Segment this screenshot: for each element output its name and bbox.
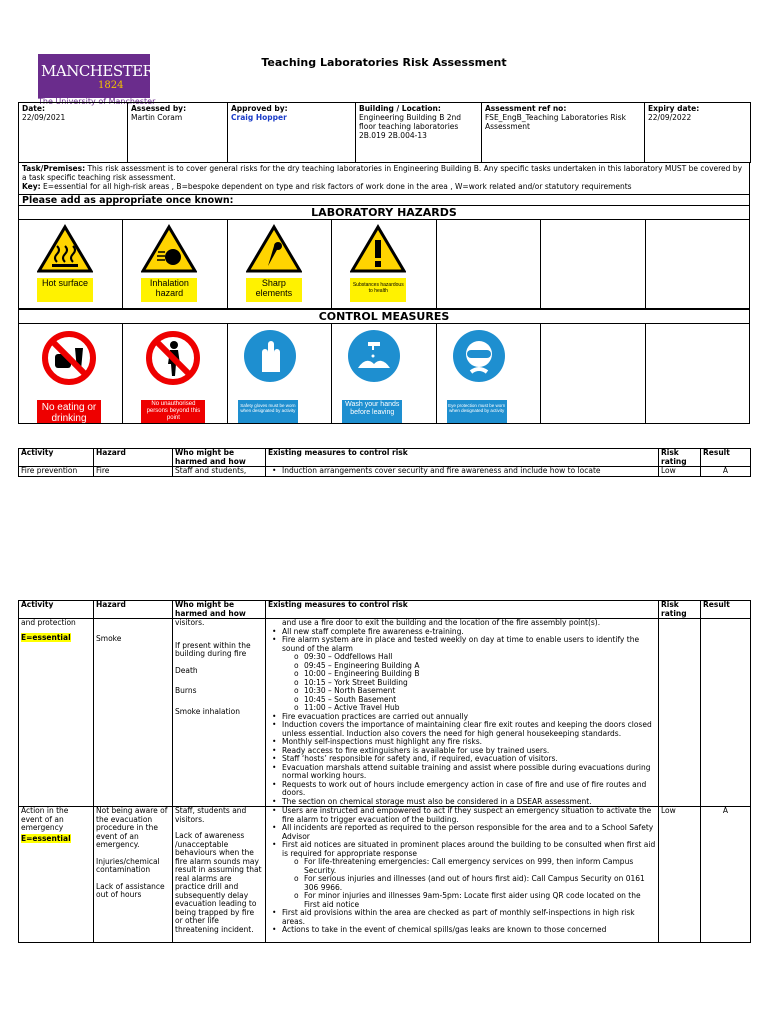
no-entry-icon [145,330,201,386]
measure-item: • Fire evacuation practices are carried out annually [268,713,656,722]
who-cell: Staff, students and visitors. Lack of awareness /unacceptable behaviours when the fire alarm sounds may result in assuming that real alarms are practice drill and subsequently delay evacuation leading to being trapped by fire or other life threatening incident. [173,807,266,943]
risk-cell [659,619,701,807]
col-result: Result [701,601,751,619]
location-cell: Building / Location: Engineering Building B 2nd floor teaching laboratories 2B.019 2B.004-13 [356,103,482,163]
hazard-cell [332,220,436,309]
activity-cell: Fire prevention [19,467,94,477]
measure-item: • All incidents are reported as required to the person responsible for the area and to a School Safety Advisor [268,824,656,841]
table-row [19,619,751,807]
activity-cell: Action in the event of an emergency E=essential [19,807,94,943]
who-cell: visitors. If present within the building during fire Death Burns Smoke inhalation [173,619,266,807]
logo-year: 1824 [98,80,124,91]
col-risk: Risk rating [659,601,701,619]
col-hazard: Hazard [94,601,173,619]
control-cell [436,324,540,424]
measure-item: • Actions to take in the event of chemical spills/gas leaks are known to those concerned [268,926,656,935]
activity-cell: and protection E=essential [19,619,94,807]
measure-item: • All new staff complete fire awareness e-training. [268,628,656,637]
safety-gloves-icon [242,328,298,384]
reference-cell: Assessment ref no: FSE_EngB_Teaching Laboratories Risk Assessment [482,103,645,163]
measure-item: and use a fire door to exit the building and the location of the fire assembly point(s). [282,618,601,627]
hazard-cell [19,220,123,309]
measure-item: • Staff ‘hosts’ responsible for safety and, if required, evacuation of visitors. [268,755,656,764]
no-eating-icon [41,330,97,386]
measure-item: o 09:30 – Oddfellows Hall [268,653,656,662]
hazard-cell [227,220,331,309]
hazard-cell: Smoke [94,619,173,807]
control-label: Safety gloves must be worn when designated by activity [238,400,298,424]
hazard-signs-grid [18,219,750,309]
measures-cell [266,807,659,943]
controls-title: CONTROL MEASURES [18,309,750,324]
risk-cell: Low [659,807,701,943]
who-cell: Staff and students, [173,467,266,477]
control-cell [332,324,436,424]
hazard-cell: Not being aware of the evacuation procedure in the event of an emergency. Injuries/chemical contamination Lack of assistance out of hours [94,807,173,943]
measures-cell: • Induction arrangements cover security and fire awareness and include how to locate [266,467,659,477]
measure-item: o For minor injuries and illnesses 9am-5pm: Locate first aider using QR code located on the First aid notice [268,892,656,909]
measure-item: • The section on chemical storage must also be considered in a DSEAR assessment. [268,798,656,807]
risk-cell: Low [659,467,701,477]
approved-by-cell: Approved by: Craig Hopper [228,103,356,163]
measure-item: o For life-threatening emergencies: Call emergency services on 999, then inform Campus Security. [268,858,656,875]
date-cell: Date: 22/09/2021 [19,103,128,163]
hot-surface-icon [37,224,93,274]
sharp-elements-icon [246,224,302,274]
hazards-title: LABORATORY HAZARDS [18,205,750,220]
col-hazard: Hazard [94,449,173,467]
col-measures: Existing measures to control risk [266,601,659,619]
empty-hazard-cell [645,220,749,309]
wash-hands-icon [346,328,402,384]
measure-item: • Induction covers the importance of maintaining clear fire exit routes and keeping the doors closed unless essential. Induction also covers the need for high general housekeeping standards. [268,721,656,738]
control-cell [19,324,123,424]
expiry-cell: Expiry date: 22/09/2022 [645,103,751,163]
logo-subtitle: The University of Manchester [38,97,156,106]
hazard-label: Hot surface [37,278,93,302]
result-cell: A [701,467,751,477]
hazard-label: Inhalation hazard [141,278,197,302]
table-row [19,807,751,943]
control-signs-grid [18,323,750,424]
logo-name: MANCHESTER [41,62,154,80]
col-measures: Existing measures to control risk [266,449,659,467]
empty-hazard-cell [436,220,540,309]
measure-item: o 10:15 – York Street Building [268,679,656,688]
col-activity: Activity [19,601,94,619]
hazard-cell: Fire [94,467,173,477]
eye-protection-icon [451,328,507,384]
measure-item: • Fire alarm system are in place and tested weekly on day at time to enable users to identify the sound of the alarm [268,636,656,653]
measure-item: • Requests to work out of hours include emergency action in case of fire and use of fire routes and doors. [268,781,656,798]
measure-item: • Evacuation marshals attend suitable training and assist where possible during evacuations during normal working hours. [268,764,656,781]
measure-item: • First aid provisions within the area are checked as part of monthly self-inspections in high risk areas. [268,909,656,926]
hazardous-substances-icon [350,224,406,274]
essential-badge: E=essential [21,833,71,843]
activity-table-first [18,448,751,477]
result-cell: A [701,807,751,943]
control-label: No eating or drinking [37,400,101,424]
col-activity: Activity [19,449,94,467]
hazard-label: Sharp elements [246,278,302,302]
document-title: Teaching Laboratories Risk Assessment [261,56,507,69]
hazard-cell [123,220,227,309]
control-cell [123,324,227,424]
col-risk: Risk rating [659,449,701,467]
measure-item: o 10:30 – North Basement [268,687,656,696]
measure-item: o 11:00 – Active Travel Hub [268,704,656,713]
result-cell [701,619,751,807]
empty-control-cell [541,324,645,424]
measure-item: • First aid notices are situated in prominent places around the building to be consulted when first aid is required for appropriate response [268,841,656,858]
control-label: Eye protection must be worn when designated by activity [447,400,507,424]
empty-control-cell [645,324,749,424]
col-who: Who might be harmed and how [173,449,266,467]
control-label: No unauthorised persons beyond this point [141,400,205,424]
hazard-label: Substances hazardous to health [350,278,406,302]
control-label: Wash your hands before leaving [342,400,402,424]
activity-table-continued [18,600,751,943]
measure-item: • Users are instructed and empowered to act if they suspect an emergency situation to activate the fire alarm to trigger evacuation of the building. [268,807,656,824]
task-premises: Task/Premises: This risk assessment is to cover general risks for the dry teaching laboratories in Engineering Building B. Any specific tasks undertaken in this laboratory MUST be covered by a task specific teaching risk assessment. Key: E=essential for all high-risk areas , B=bespoke dependent on type and risk factors of work done in the area , W=work related and/or statutory requirements [18,162,750,195]
measure-item: o 10:45 – South Basement [268,696,656,705]
add-note: Please add as appropriate once known: [18,194,750,205]
measure-item: • Ready access to fire extinguishers is available for use by trained users. [268,747,656,756]
measures-cell [266,619,659,807]
measure-item: o For serious injuries and illnesses (and out of hours first aid): Call Campus Security on 0161 306 9966. [268,875,656,892]
measure-item: o 09:45 – Engineering Building A [268,662,656,671]
empty-hazard-cell [541,220,645,309]
inhalation-hazard-icon [141,224,197,274]
col-result: Result [701,449,751,467]
measure-item: • Monthly self-inspections must highlight any fire risks. [268,738,656,747]
col-who: Who might be harmed and how [173,601,266,619]
measure-item: o 10:00 – Engineering Building B [268,670,656,679]
assessment-header-table [18,102,751,163]
essential-badge: E=essential [21,632,71,642]
control-cell [227,324,331,424]
assessed-by-cell: Assessed by: Martin Coram [128,103,228,163]
